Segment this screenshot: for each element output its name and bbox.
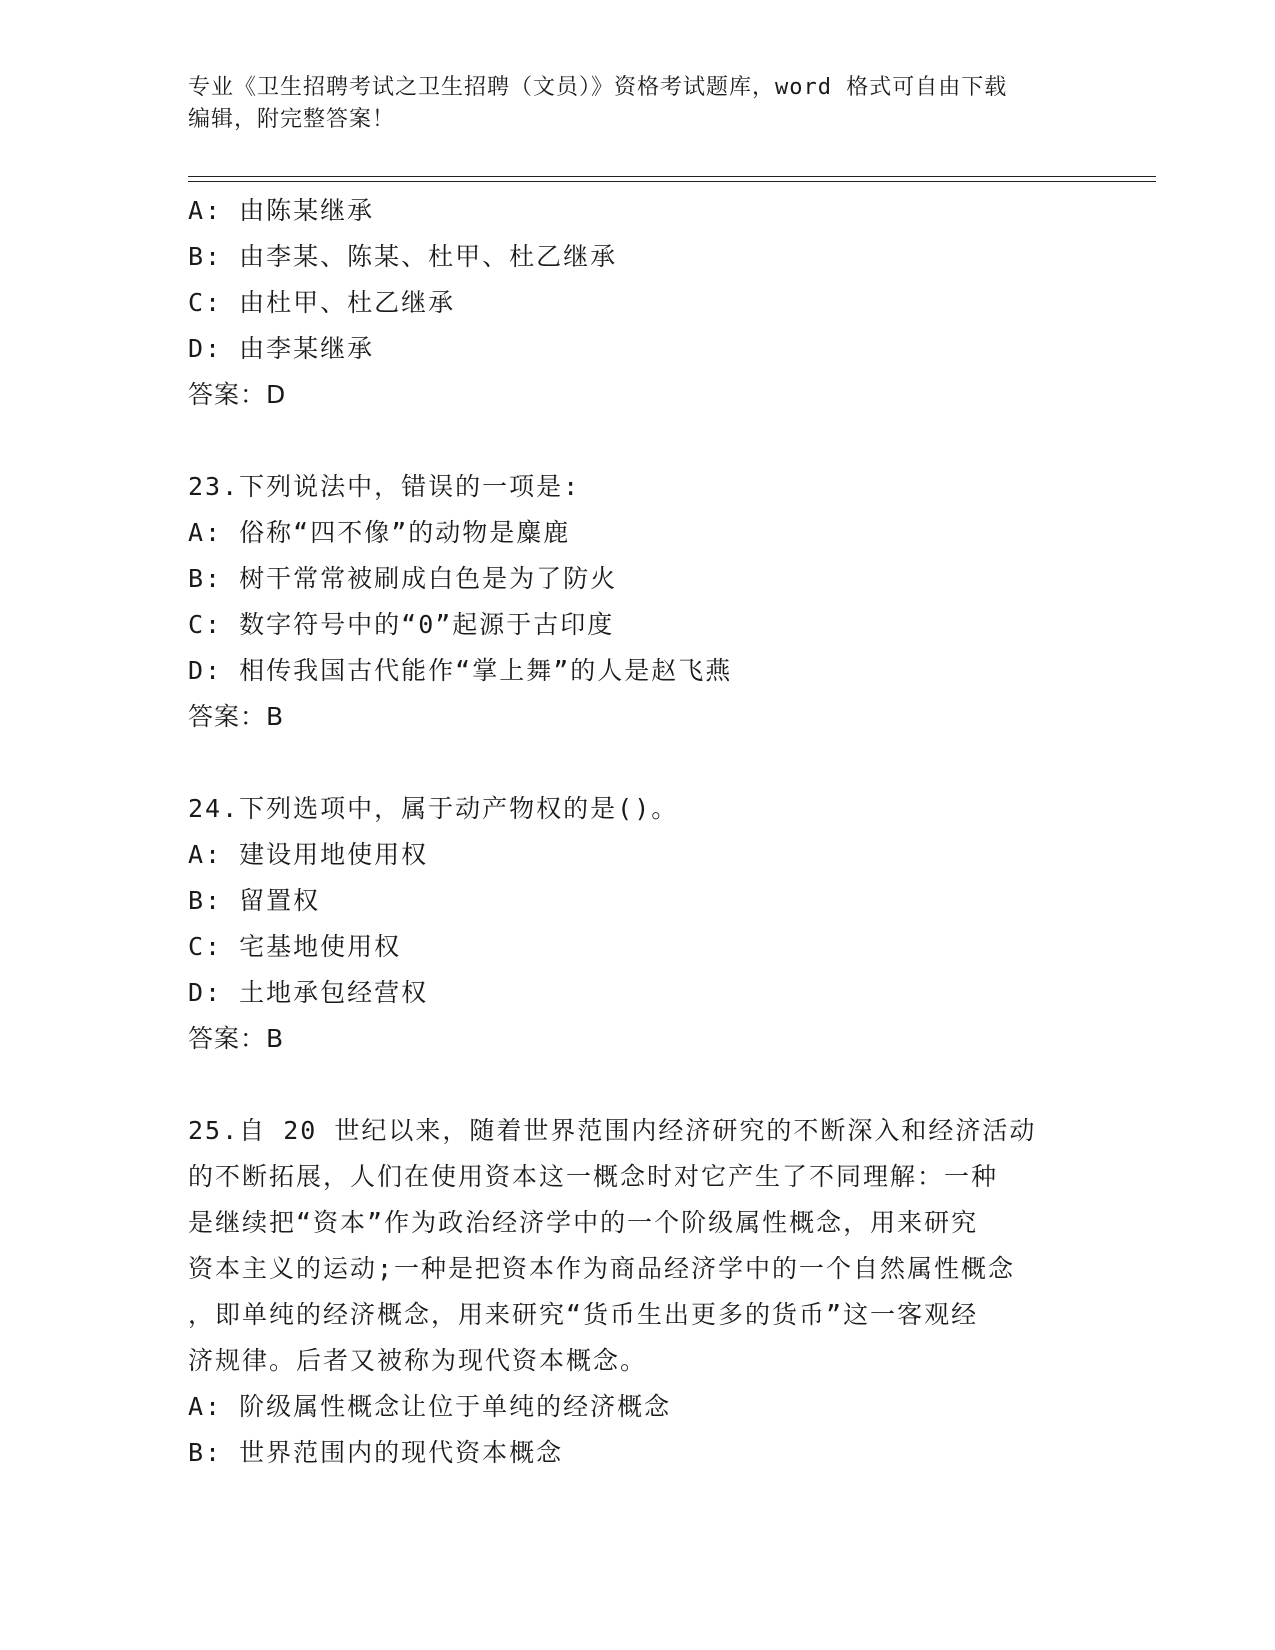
question-23	[188, 464, 1088, 740]
header-line-1: 专业《卫生招聘考试之卫生招聘（文员）》资格考试题库，word 格式可自由下载	[188, 75, 1008, 100]
question-stem-line: ，即单纯的经济概念，用来研究“货币生出更多的货币”这一客观经	[188, 1300, 979, 1329]
header-line-2: 编辑，附完整答案！	[188, 107, 396, 132]
question-stem-line: 资本主义的运动;一种是把资本作为商品经济学中的一个自然属性概念	[188, 1254, 1016, 1283]
answer: 答案：B	[188, 702, 285, 731]
header-divider-top	[188, 176, 1156, 177]
option-a: A: 由陈某继承	[188, 196, 375, 225]
question-stem-line: 济规律。后者又被称为现代资本概念。	[188, 1346, 648, 1375]
question-stem: 24.下列选项中，属于动产物权的是()。	[188, 794, 679, 823]
option-c: C: 由杜甲、杜乙继承	[188, 288, 456, 317]
option-b: B: 由李某、陈某、杜甲、杜乙继承	[188, 242, 618, 271]
option-c: C: 数字符号中的“0”起源于古印度	[188, 610, 615, 639]
option-b: B: 树干常常被刷成白色是为了防火	[188, 564, 618, 593]
question-24	[188, 786, 1088, 1062]
question-list	[188, 188, 1088, 1476]
spacer	[188, 740, 1088, 786]
question-22	[188, 188, 1088, 418]
option-a: A: 俗称“四不像”的动物是麋鹿	[188, 518, 571, 547]
spacer	[188, 1062, 1088, 1108]
option-d: D: 土地承包经营权	[188, 978, 429, 1007]
question-stem-line: 25.自 20 世纪以来，随着世界范围内经济研究的不断深入和经济活动	[188, 1116, 1037, 1145]
spacer	[188, 418, 1088, 464]
question-25	[188, 1108, 1088, 1476]
option-b: B: 世界范围内的现代资本概念	[188, 1438, 564, 1467]
option-d: D: 相传我国古代能作“掌上舞”的人是赵飞燕	[188, 656, 733, 685]
answer: 答案：D	[188, 380, 287, 409]
option-a: A: 建设用地使用权	[188, 840, 429, 869]
question-stem: 23.下列说法中，错误的一项是:	[188, 472, 581, 501]
question-stem-line: 是继续把“资本”作为政治经济学中的一个阶级属性概念，用来研究	[188, 1208, 979, 1237]
option-b: B: 留置权	[188, 886, 321, 915]
option-a: A: 阶级属性概念让位于单纯的经济概念	[188, 1392, 672, 1421]
header-divider-bottom	[188, 181, 1156, 182]
option-d: D: 由李某继承	[188, 334, 375, 363]
question-stem-line: 的不断拓展，人们在使用资本这一概念时对它产生了不同理解：一种	[188, 1162, 999, 1191]
document-header	[188, 72, 1088, 136]
option-c: C: 宅基地使用权	[188, 932, 402, 961]
answer: 答案：B	[188, 1024, 285, 1053]
